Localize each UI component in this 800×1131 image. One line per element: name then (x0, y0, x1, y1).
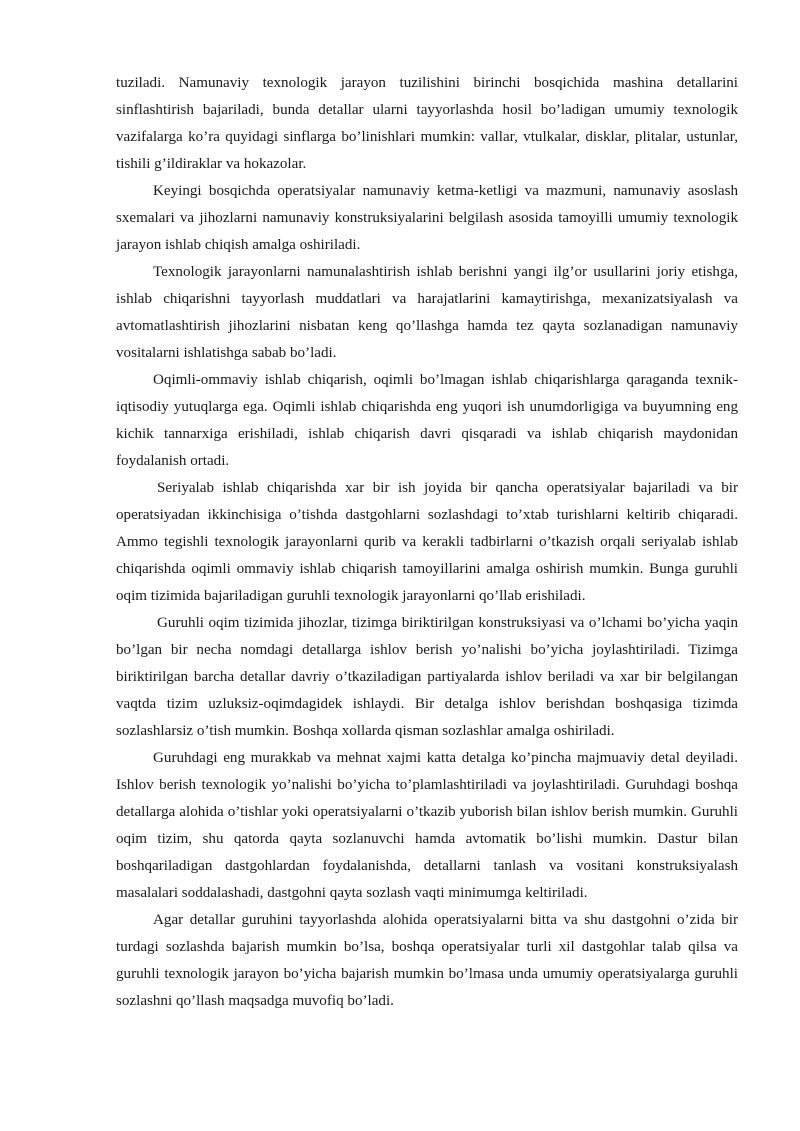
paragraph-serial-production: Seriyalab ishlab chiqarishda xar bir ish joyida bir qancha operatsiyalar bajariladi va bir operatsiyadan ikkinchisiga o’tishda dastgohlarni sozlashdagi to’xtab turishlarni keltirib chiqaradi. Ammo tegishli texnologik jarayonlarni qurib va kerakli tadbirlarni o’tkazish orqali seriyalab ishlab chiqarishda oqimli ommaviy ishlab chiqarish tamoyillarini amalga oshirish mumkin. Bunga guruhli oqim tizimida bajariladigan guruhli texnologik jarayonlarni qo’llab erishiladi. (116, 480, 738, 604)
paragraph-next-stage: Keyingi bosqichda operatsiyalar namunaviy ketma-ketligi va mazmuni, namunaviy asoslash sxemalari va jihozlarni namunaviy konstruksiyalarini belgilash asosida tamoyilli umumiy texnologik jarayon ishlab chiqish amalga oshiriladi. (116, 183, 738, 253)
paragraph-flow-production: Oqimli-ommaviy ishlab chiqarish, oqimli bo’lmagan ishlab chiqarishlarga qaraganda texnik-iqtisodiy yutuqlarga ega. Oqimli ishlab chiqarishda eng yuqori ish unumdorligiga va buyumning eng kichik tannarxiga erishiladi, ishlab chiqarish davri qisqaradi va ishlab chiqarish maydonidan foydalanish ortadi. (116, 372, 738, 469)
paragraph-group-flow-system: Guruhli oqim tizimida jihozlar, tizimga biriktirilgan konstruksiyasi va o’lchami bo’yicha yaqin bo’lgan bir necha nomdagi detallarga ishlov berish yo’nalishi bo’yicha joylashtiriladi. Tizimga biriktirilgan barcha detallar davriy o’tkaziladigan partiyalarda ishlov beriladi va xar bir belgilangan vaqtda tizim uzluksiz-oqimdagidek ishlaydi. Bir detalga ishlov berishdan boshqasiga tizimda sozlashlarsiz o’tish mumkin. Boshqa xollarda qisman sozlashlar amalga oshiriladi. (116, 615, 738, 739)
paragraph-continuation: tuziladi. Namunaviy texnologik jarayon tuzilishini birinchi bosqichida mashina detallarini sinflashtirish bajariladi, bunda detallar ularni tayyorlashda hosil bo’ladigan umumiy texnologik vazifalarga ko’ra quyidagi sinflarga bo’linishlari mumkin: vallar, vtulkalar, disklar, plitalar, ustunlar, tishili g’ildiraklar va hokazolar. (116, 75, 738, 172)
document-page (116, 70, 738, 1015)
paragraph-complex-detail: Guruhdagi eng murakkab va mehnat xajmi katta detalga ko’pincha majmuaviy detal deyiladi. Ishlov berish texnologik yo’nalishi bo’yicha to’plamlashtiriladi va joylashtiriladi. Guruhdagi boshqa detallarga alohida o’tishlar yoki operatsiyalarni o’tkazib yuborish bilan ishlov berish mumkin. Guruhli oqim tizim, shu qatorda qayta sozlanuvchi hamda avtomatik bo’lishi mumkin. Dastur bilan boshqariladigan dastgohlardan foydalanishda, detallarni tanlash va vositani konstruksiyalash masalalari soddalashadi, dastgohni qayta sozlash vaqti minimumga keltiriladi. (116, 750, 738, 901)
paragraph-standardization: Texnologik jarayonlarni namunalashtirish ishlab berishni yangi ilg’or usullarini joriy etishga, ishlab chiqarishni tayyorlash muddatlari va harajatlarini kamaytirishga, mexanizatsiyalash va avtomatlashtirish jihozlarini nisbatan keng qo’llashga hamda tez qayta sozlanadigan namunaviy vositalarni ishlatishga sabab bo’ladi. (116, 264, 738, 361)
paragraph-group-setup: Agar detallar guruhini tayyorlashda alohida operatsiyalarni bitta va shu dastgohni o’zida bir turdagi sozlashda bajarish mumkin bo’lsa, boshqa operatsiyalar turli xil dastgohlar talab qilsa va guruhli texnologik jarayon bo’yicha bajarish mumkin bo’lmasa unda umumiy operatsiyalarga guruhli sozlashni qo’llash maqsadga muvofiq bo’ladi. (116, 912, 738, 1009)
